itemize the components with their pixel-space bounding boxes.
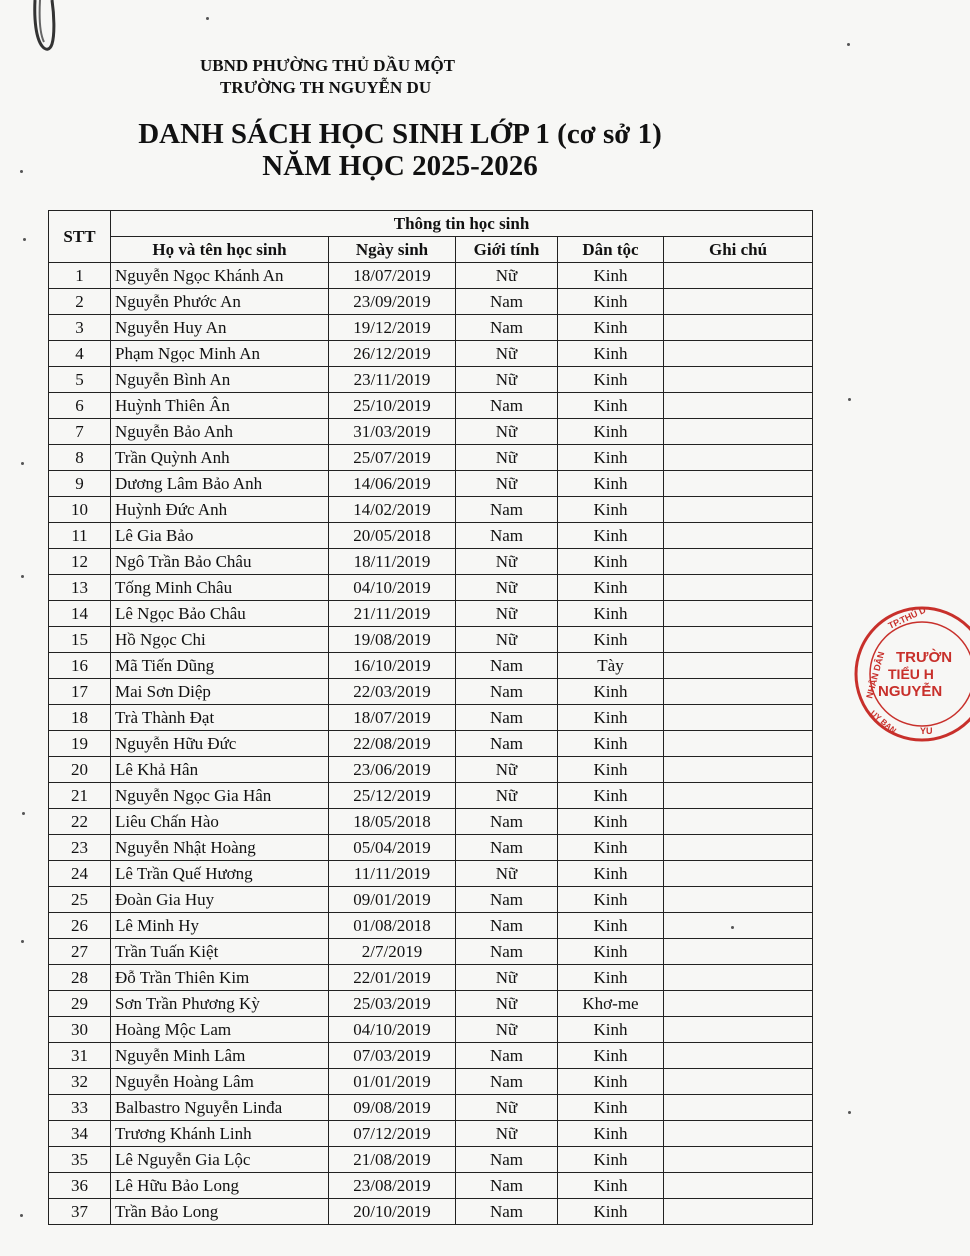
note-cell — [664, 471, 813, 497]
table-row — [49, 1199, 813, 1225]
name-cell: Nguyễn Nhật Hoàng — [111, 835, 329, 861]
gender-cell: Nam — [456, 315, 558, 341]
stt-cell: 34 — [49, 1121, 111, 1147]
roster-body — [49, 263, 813, 1225]
note-cell — [664, 419, 813, 445]
ethnicity-cell: Kinh — [558, 1043, 664, 1069]
gender-cell: Nữ — [456, 1017, 558, 1043]
stt-cell: 16 — [49, 653, 111, 679]
table-row — [49, 419, 813, 445]
name-cell: Hồ Ngọc Chi — [111, 627, 329, 653]
dob-cell: 09/01/2019 — [329, 887, 456, 913]
note-cell — [664, 549, 813, 575]
stt-cell: 33 — [49, 1095, 111, 1121]
ethnicity-cell: Kinh — [558, 289, 664, 315]
note-cell — [664, 965, 813, 991]
name-cell: Huỳnh Đức Anh — [111, 497, 329, 523]
gender-cell: Nữ — [456, 575, 558, 601]
table-row — [49, 627, 813, 653]
dob-cell: 04/10/2019 — [329, 575, 456, 601]
name-cell: Nguyễn Huy An — [111, 315, 329, 341]
name-cell: Nguyễn Ngọc Khánh An — [111, 263, 329, 289]
seal-line-2: TIỂU H — [888, 666, 934, 682]
stt-cell: 7 — [49, 419, 111, 445]
note-cell — [664, 679, 813, 705]
gender-cell: Nam — [456, 523, 558, 549]
gender-cell: Nữ — [456, 549, 558, 575]
dob-cell: 09/08/2019 — [329, 1095, 456, 1121]
name-cell: Ngô Trần Bảo Châu — [111, 549, 329, 575]
ethnicity-cell: Kinh — [558, 445, 664, 471]
dob-cell: 18/07/2019 — [329, 705, 456, 731]
table-row — [49, 887, 813, 913]
gender-cell: Nữ — [456, 991, 558, 1017]
name-cell: Trần Tuấn Kiệt — [111, 939, 329, 965]
gender-cell: Nữ — [456, 419, 558, 445]
table-row — [49, 1017, 813, 1043]
ethnicity-cell: Kinh — [558, 809, 664, 835]
stt-cell: 25 — [49, 887, 111, 913]
note-cell — [664, 289, 813, 315]
dob-cell: 25/07/2019 — [329, 445, 456, 471]
stt-cell: 3 — [49, 315, 111, 341]
ethnicity-cell: Kinh — [558, 1069, 664, 1095]
stt-cell: 18 — [49, 705, 111, 731]
note-cell — [664, 393, 813, 419]
note-cell — [664, 731, 813, 757]
note-cell — [664, 497, 813, 523]
gender-cell: Nam — [456, 731, 558, 757]
gender-cell: Nữ — [456, 627, 558, 653]
table-row — [49, 783, 813, 809]
name-cell: Nguyễn Bình An — [111, 367, 329, 393]
student-roster-table — [48, 210, 813, 1225]
seal-top-text: TP.THỦ D — [886, 604, 928, 631]
ethnicity-cell: Kinh — [558, 783, 664, 809]
note-cell — [664, 445, 813, 471]
table-row — [49, 705, 813, 731]
stt-header: STT — [49, 211, 111, 263]
dob-cell: 14/06/2019 — [329, 471, 456, 497]
name-cell: Lê Ngọc Bảo Châu — [111, 601, 329, 627]
table-row — [49, 1069, 813, 1095]
gender-cell: Nữ — [456, 1121, 558, 1147]
name-cell: Lê Khả Hân — [111, 757, 329, 783]
stt-cell: 6 — [49, 393, 111, 419]
ethnicity-cell: Kinh — [558, 705, 664, 731]
official-seal-icon — [850, 604, 970, 744]
table-row — [49, 1147, 813, 1173]
note-cell — [664, 835, 813, 861]
table-row — [49, 861, 813, 887]
stt-cell: 26 — [49, 913, 111, 939]
ethnicity-cell: Kinh — [558, 471, 664, 497]
name-cell: Lê Trần Quế Hương — [111, 861, 329, 887]
name-cell: Lê Minh Hy — [111, 913, 329, 939]
name-cell: Phạm Ngọc Minh An — [111, 341, 329, 367]
dob-cell: 21/08/2019 — [329, 1147, 456, 1173]
table-row — [49, 549, 813, 575]
dob-cell: 26/12/2019 — [329, 341, 456, 367]
dob-cell: 25/03/2019 — [329, 991, 456, 1017]
dob-cell: 18/07/2019 — [329, 263, 456, 289]
gender-cell: Nam — [456, 939, 558, 965]
gender-cell: Nam — [456, 1043, 558, 1069]
note-cell — [664, 1043, 813, 1069]
name-cell: Hoàng Mộc Lam — [111, 1017, 329, 1043]
gender-cell: Nam — [456, 679, 558, 705]
gender-cell: Nam — [456, 809, 558, 835]
ethnicity-cell: Kinh — [558, 367, 664, 393]
ethnicity-cell: Kinh — [558, 1121, 664, 1147]
stt-cell: 20 — [49, 757, 111, 783]
table-row — [49, 523, 813, 549]
ethnicity-cell: Kinh — [558, 315, 664, 341]
note-cell — [664, 887, 813, 913]
ethnicity-cell: Kinh — [558, 757, 664, 783]
gender-cell: Nữ — [456, 471, 558, 497]
dob-cell: 23/08/2019 — [329, 1173, 456, 1199]
note-cell — [664, 1173, 813, 1199]
name-cell: Trương Khánh Linh — [111, 1121, 329, 1147]
note-cell — [664, 263, 813, 289]
dob-cell: 01/01/2019 — [329, 1069, 456, 1095]
name-cell: Nguyễn Hữu Đức — [111, 731, 329, 757]
table-row — [49, 341, 813, 367]
note-cell — [664, 991, 813, 1017]
name-cell: Đỗ Trần Thiên Kim — [111, 965, 329, 991]
table-row — [49, 679, 813, 705]
name-cell: Nguyễn Phước An — [111, 289, 329, 315]
column-header-name: Họ và tên học sinh — [111, 237, 329, 263]
binder-clip-icon — [30, 0, 60, 52]
dob-cell: 23/11/2019 — [329, 367, 456, 393]
note-cell — [664, 367, 813, 393]
name-cell: Huỳnh Thiên Ân — [111, 393, 329, 419]
gender-cell: Nam — [456, 913, 558, 939]
name-cell: Trần Bảo Long — [111, 1199, 329, 1225]
dob-cell: 16/10/2019 — [329, 653, 456, 679]
table-row — [49, 315, 813, 341]
gender-cell: Nữ — [456, 783, 558, 809]
name-cell: Lê Gia Bảo — [111, 523, 329, 549]
stt-cell: 8 — [49, 445, 111, 471]
stt-cell: 1 — [49, 263, 111, 289]
gender-cell: Nữ — [456, 367, 558, 393]
table-row — [49, 393, 813, 419]
ethnicity-cell: Kinh — [558, 497, 664, 523]
name-cell: Mai Sơn Diệp — [111, 679, 329, 705]
note-cell — [664, 757, 813, 783]
gender-cell: Nữ — [456, 263, 558, 289]
table-row — [49, 809, 813, 835]
dob-cell: 22/03/2019 — [329, 679, 456, 705]
authority-name: UBND PHƯỜNG THỦ DẦU MỘT — [200, 56, 455, 75]
document-header — [200, 55, 455, 99]
stt-cell: 9 — [49, 471, 111, 497]
name-cell: Đoàn Gia Huy — [111, 887, 329, 913]
note-cell — [664, 653, 813, 679]
gender-cell: Nam — [456, 393, 558, 419]
table-row — [49, 367, 813, 393]
note-cell — [664, 1017, 813, 1043]
table-row — [49, 1121, 813, 1147]
table-row — [49, 445, 813, 471]
note-cell — [664, 705, 813, 731]
dob-cell: 18/11/2019 — [329, 549, 456, 575]
ethnicity-cell: Kinh — [558, 419, 664, 445]
ethnicity-cell: Kinh — [558, 393, 664, 419]
table-row — [49, 757, 813, 783]
stt-cell: 35 — [49, 1147, 111, 1173]
seal-line-1: TRƯỜN — [896, 649, 953, 666]
dob-cell: 19/08/2019 — [329, 627, 456, 653]
table-row — [49, 939, 813, 965]
stt-cell: 23 — [49, 835, 111, 861]
gender-cell: Nam — [456, 1069, 558, 1095]
dob-cell: 20/10/2019 — [329, 1199, 456, 1225]
name-cell: Liêu Chấn Hào — [111, 809, 329, 835]
stt-cell: 30 — [49, 1017, 111, 1043]
ethnicity-cell: Kinh — [558, 575, 664, 601]
stt-cell: 29 — [49, 991, 111, 1017]
ethnicity-cell: Kinh — [558, 1095, 664, 1121]
ethnicity-cell: Kinh — [558, 341, 664, 367]
ethnicity-cell: Kinh — [558, 601, 664, 627]
column-header-gender: Giới tính — [456, 237, 558, 263]
ethnicity-cell: Kinh — [558, 549, 664, 575]
stt-cell: 19 — [49, 731, 111, 757]
table-row — [49, 913, 813, 939]
name-cell: Balbastro Nguyễn Linđa — [111, 1095, 329, 1121]
dob-cell: 07/03/2019 — [329, 1043, 456, 1069]
name-cell: Nguyễn Hoàng Lâm — [111, 1069, 329, 1095]
gender-cell: Nữ — [456, 1095, 558, 1121]
note-cell — [664, 341, 813, 367]
name-cell: Nguyễn Ngọc Gia Hân — [111, 783, 329, 809]
dob-cell: 05/04/2019 — [329, 835, 456, 861]
school-year-title: NĂM HỌC 2025-2026 — [262, 150, 538, 182]
table-row — [49, 497, 813, 523]
gender-cell: Nữ — [456, 861, 558, 887]
stt-cell: 36 — [49, 1173, 111, 1199]
ethnicity-cell: Kinh — [558, 679, 664, 705]
dob-cell: 19/12/2019 — [329, 315, 456, 341]
gender-cell: Nam — [456, 497, 558, 523]
note-cell — [664, 1147, 813, 1173]
ethnicity-cell: Kinh — [558, 965, 664, 991]
note-cell — [664, 861, 813, 887]
name-cell: Mã Tiến Dũng — [111, 653, 329, 679]
table-row — [49, 601, 813, 627]
stt-cell: 2 — [49, 289, 111, 315]
student-info-header: Thông tin học sinh — [111, 211, 813, 237]
stt-cell: 15 — [49, 627, 111, 653]
note-cell — [664, 939, 813, 965]
ethnicity-cell: Kinh — [558, 1147, 664, 1173]
column-header-dob: Ngày sinh — [329, 237, 456, 263]
document-title: DANH SÁCH HỌC SINH LỚP 1 (cơ sở 1) — [138, 118, 662, 150]
gender-cell: Nam — [456, 705, 558, 731]
name-cell: Nguyễn Minh Lâm — [111, 1043, 329, 1069]
gender-cell: Nam — [456, 653, 558, 679]
stt-cell: 27 — [49, 939, 111, 965]
seal-bottom-text: UY BAN — [868, 708, 898, 736]
dob-cell: 14/02/2019 — [329, 497, 456, 523]
dob-cell: 25/10/2019 — [329, 393, 456, 419]
gender-cell: Nữ — [456, 601, 558, 627]
ethnicity-cell: Kinh — [558, 939, 664, 965]
stt-cell: 10 — [49, 497, 111, 523]
seal-bottom-mark: YU — [920, 726, 933, 736]
stt-cell: 12 — [49, 549, 111, 575]
dob-cell: 18/05/2018 — [329, 809, 456, 835]
column-header-ethnicity: Dân tộc — [558, 237, 664, 263]
table-row — [49, 471, 813, 497]
dob-cell: 07/12/2019 — [329, 1121, 456, 1147]
gender-cell: Nam — [456, 289, 558, 315]
table-row — [49, 1043, 813, 1069]
name-cell: Trà Thành Đạt — [111, 705, 329, 731]
stt-cell: 17 — [49, 679, 111, 705]
ethnicity-cell: Kinh — [558, 1017, 664, 1043]
dob-cell: 22/01/2019 — [329, 965, 456, 991]
table-row — [49, 289, 813, 315]
gender-cell: Nam — [456, 1199, 558, 1225]
seal-left-text: NHÂN DÂN — [864, 650, 887, 700]
dob-cell: 23/09/2019 — [329, 289, 456, 315]
stt-cell: 11 — [49, 523, 111, 549]
note-cell — [664, 783, 813, 809]
ethnicity-cell: Kinh — [558, 731, 664, 757]
gender-cell: Nam — [456, 1173, 558, 1199]
note-cell — [664, 1069, 813, 1095]
gender-cell: Nữ — [456, 965, 558, 991]
column-header-note: Ghi chú — [664, 237, 813, 263]
ethnicity-cell: Kinh — [558, 627, 664, 653]
note-cell — [664, 601, 813, 627]
name-cell: Lê Hữu Bảo Long — [111, 1173, 329, 1199]
table-row — [49, 1095, 813, 1121]
ethnicity-cell: Khơ-me — [558, 991, 664, 1017]
note-cell — [664, 315, 813, 341]
dob-cell: 31/03/2019 — [329, 419, 456, 445]
dob-cell: 22/08/2019 — [329, 731, 456, 757]
gender-cell: Nữ — [456, 757, 558, 783]
ethnicity-cell: Kinh — [558, 263, 664, 289]
ethnicity-cell: Kinh — [558, 523, 664, 549]
table-row — [49, 835, 813, 861]
dob-cell: 11/11/2019 — [329, 861, 456, 887]
ethnicity-cell: Tày — [558, 653, 664, 679]
stt-cell: 14 — [49, 601, 111, 627]
note-cell — [664, 913, 813, 939]
ethnicity-cell: Kinh — [558, 1173, 664, 1199]
ethnicity-cell: Kinh — [558, 1199, 664, 1225]
note-cell — [664, 1095, 813, 1121]
ethnicity-cell: Kinh — [558, 835, 664, 861]
dob-cell: 23/06/2019 — [329, 757, 456, 783]
note-cell — [664, 1121, 813, 1147]
dob-cell: 25/12/2019 — [329, 783, 456, 809]
table-row — [49, 263, 813, 289]
name-cell: Sơn Trần Phương Kỳ — [111, 991, 329, 1017]
ethnicity-cell: Kinh — [558, 887, 664, 913]
stt-cell: 28 — [49, 965, 111, 991]
seal-line-3: NGUYỄN — [878, 683, 943, 700]
note-cell — [664, 575, 813, 601]
table-row — [49, 653, 813, 679]
table-row — [49, 991, 813, 1017]
ethnicity-cell: Kinh — [558, 861, 664, 887]
gender-cell: Nữ — [456, 341, 558, 367]
stt-cell: 32 — [49, 1069, 111, 1095]
stt-cell: 13 — [49, 575, 111, 601]
note-cell — [664, 1199, 813, 1225]
ethnicity-cell: Kinh — [558, 913, 664, 939]
stt-cell: 24 — [49, 861, 111, 887]
stt-cell: 31 — [49, 1043, 111, 1069]
name-cell: Trần Quỳnh Anh — [111, 445, 329, 471]
table-row — [49, 575, 813, 601]
gender-cell: Nam — [456, 1147, 558, 1173]
name-cell: Tống Minh Châu — [111, 575, 329, 601]
table-row — [49, 965, 813, 991]
note-cell — [664, 627, 813, 653]
stt-cell: 5 — [49, 367, 111, 393]
stt-cell: 22 — [49, 809, 111, 835]
dob-cell: 2/7/2019 — [329, 939, 456, 965]
stt-cell: 21 — [49, 783, 111, 809]
dob-cell: 21/11/2019 — [329, 601, 456, 627]
gender-cell: Nam — [456, 835, 558, 861]
name-cell: Nguyễn Bảo Anh — [111, 419, 329, 445]
name-cell: Dương Lâm Bảo Anh — [111, 471, 329, 497]
note-cell — [664, 523, 813, 549]
dob-cell: 04/10/2019 — [329, 1017, 456, 1043]
school-name: TRƯỜNG TH NGUYỄN DU — [220, 78, 432, 97]
table-row — [49, 731, 813, 757]
gender-cell: Nữ — [456, 445, 558, 471]
dob-cell: 01/08/2018 — [329, 913, 456, 939]
stt-cell: 37 — [49, 1199, 111, 1225]
gender-cell: Nam — [456, 887, 558, 913]
note-cell — [664, 809, 813, 835]
table-row — [49, 1173, 813, 1199]
dob-cell: 20/05/2018 — [329, 523, 456, 549]
stt-cell: 4 — [49, 341, 111, 367]
name-cell: Lê Nguyễn Gia Lộc — [111, 1147, 329, 1173]
